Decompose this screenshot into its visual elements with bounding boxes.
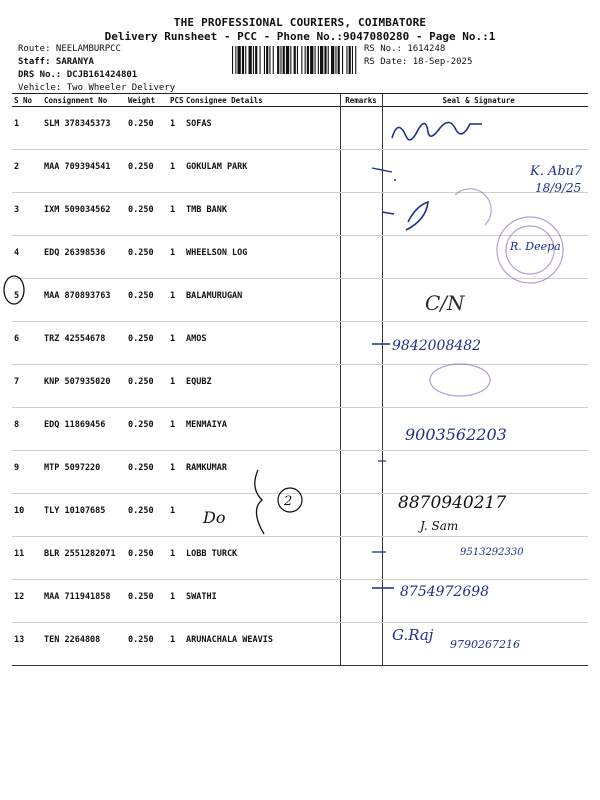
row-seal: [382, 107, 588, 150]
row-pcs: 1: [168, 150, 184, 193]
col-seal: Seal & Signature: [382, 94, 588, 107]
row-seal: [382, 537, 588, 580]
company-title: THE PROFESSIONAL COURIERS, COIMBATORE: [173, 16, 427, 29]
table-header-row: [12, 94, 588, 107]
row-consignee: LOBB TURCK: [184, 537, 340, 580]
row-consignee: RAMKUMAR: [184, 451, 340, 494]
col-remarks: Remarks: [340, 94, 382, 107]
row-weight: 0.250: [126, 193, 168, 236]
row-weight: 0.250: [126, 150, 168, 193]
runsheet-subtitle: Delivery Runsheet - PCC - Phone No.:9047080280 - Page No.:1: [104, 30, 496, 43]
handwritten-phone-row12: 8754972698: [400, 584, 490, 600]
row-pcs: 1: [168, 623, 184, 666]
handwritten-remark-row10: Do: [203, 508, 226, 527]
table-row: [12, 193, 588, 236]
row-pcs: 1: [168, 279, 184, 322]
row-remarks: [340, 150, 382, 193]
row-consignment: MAA 870893763: [42, 279, 126, 322]
row-remarks: [340, 193, 382, 236]
row-seal: [382, 193, 588, 236]
col-consignee: Consignee Details: [184, 94, 340, 107]
table-row: [12, 236, 588, 279]
row-remarks: [340, 279, 382, 322]
row-seal: [382, 279, 588, 322]
row-consignee: SOFAS: [184, 107, 340, 150]
row-sno: 13: [12, 623, 42, 666]
col-sno: S No: [12, 94, 42, 107]
row-consignee: MENMAIYA: [184, 408, 340, 451]
handwritten-sign-row2: K. Abu7: [530, 164, 583, 179]
handwritten-name-row10: J. Sam: [420, 519, 459, 533]
row-weight: 0.250: [126, 236, 168, 279]
row-consignee: EQUBZ: [184, 365, 340, 408]
row-seal: [382, 236, 588, 279]
row-pcs: 1: [168, 107, 184, 150]
handwritten-phone-row8: 9003562203: [405, 425, 507, 444]
row-remarks: [340, 322, 382, 365]
handwritten-phone-row6: 9842008482: [392, 338, 482, 354]
col-pcs: PCS: [170, 95, 184, 105]
row-consignment: TLY 10107685: [42, 494, 126, 537]
table-row: [12, 365, 588, 408]
row-weight: 0.250: [126, 408, 168, 451]
row-consignment: MTP 5097220: [42, 451, 126, 494]
table-row: [12, 623, 588, 666]
barcode-image: [232, 46, 358, 74]
table-row: [12, 150, 588, 193]
row-sno: 1: [12, 107, 42, 150]
handwritten-sign-row13: G.Raj: [392, 626, 434, 644]
vehicle-label: Vehicle: Two Wheeler Delivery: [18, 83, 176, 93]
rs-number: RS No.: 1614248: [364, 44, 446, 54]
row-remarks: [340, 494, 382, 537]
row-consignment: MAA 709394541: [42, 150, 126, 193]
row-consignment: BLR 2551282071: [42, 537, 126, 580]
row-seal: [382, 408, 588, 451]
row-weight: 0.250: [126, 494, 168, 537]
row-sno: 9: [12, 451, 42, 494]
row-remarks: [340, 236, 382, 279]
runsheet-table: [12, 93, 588, 666]
row-remarks: [340, 537, 382, 580]
handwritten-phone-row11: 9513292330: [460, 547, 524, 558]
row-consignee: [184, 494, 340, 537]
row-seal: [382, 451, 588, 494]
row-consignee: TMB BANK: [184, 193, 340, 236]
handwritten-phone-row13: 9790267216: [450, 638, 520, 651]
row-seal: [382, 623, 588, 666]
table-row: [12, 580, 588, 623]
row-sno: 7: [12, 365, 42, 408]
meta-right: [364, 43, 472, 69]
row-consignee: BALAMURUGAN: [184, 279, 340, 322]
row-pcs: 1: [168, 236, 184, 279]
row-seal: [382, 494, 588, 537]
row-weight: 0.250: [126, 107, 168, 150]
row-sno: 11: [12, 537, 42, 580]
table-row: [12, 537, 588, 580]
row-consignment: TEN 2264808: [42, 623, 126, 666]
table-row: [12, 279, 588, 322]
table-row: [12, 408, 588, 451]
staff-label: Staff: SARANYA: [18, 57, 94, 67]
row-consignee: ARUNACHALA WEAVIS: [184, 623, 340, 666]
row-pcs: 1: [168, 365, 184, 408]
row-consignee: AMOS: [184, 322, 340, 365]
table-row: [12, 451, 588, 494]
row-consignee: SWATHI: [184, 580, 340, 623]
row-weight: 0.250: [126, 580, 168, 623]
table-row: [12, 107, 588, 150]
drs-label: DRS No.: DCJB161424801: [18, 70, 138, 80]
row-remarks: [340, 365, 382, 408]
row-remarks: [340, 580, 382, 623]
row-remarks: [340, 623, 382, 666]
row-weight: 0.250: [126, 537, 168, 580]
row-pcs: 1: [168, 537, 184, 580]
row-weight: 0.250: [126, 451, 168, 494]
row-sno: 8: [12, 408, 42, 451]
row-weight: 0.250: [126, 365, 168, 408]
row-consignment: KNP 507935020: [42, 365, 126, 408]
row-consignment: TRZ 42554678: [42, 322, 126, 365]
row-consignee: WHEELSON LOG: [184, 236, 340, 279]
col-consignment: Consignment No: [42, 94, 126, 107]
row-seal: [382, 580, 588, 623]
row-remarks: [340, 451, 382, 494]
col-weight: Weight: [126, 94, 168, 107]
row-pcs: 1: [168, 451, 184, 494]
handwritten-date-row2: 18/9/25: [535, 181, 582, 195]
row-sno: 2: [12, 150, 42, 193]
row-remarks: [340, 408, 382, 451]
row-sno: 12: [12, 580, 42, 623]
rs-date: RS Date: 18-Sep-2025: [364, 57, 473, 67]
row-consignment: SLM 378345373: [42, 107, 126, 150]
row-remarks: [340, 107, 382, 150]
row-consignment: IXM 509034562: [42, 193, 126, 236]
handwritten-sign-row4: R. Deepa: [510, 240, 561, 253]
circled-number-text-row10: 2: [284, 494, 293, 509]
table-row: [12, 322, 588, 365]
row-consignee: GOKULAM PARK: [184, 150, 340, 193]
table-row: [12, 494, 588, 537]
row-sno: 6: [12, 322, 42, 365]
row-weight: 0.250: [126, 322, 168, 365]
row-pcs: 1: [168, 494, 184, 537]
row-consignment: MAA 711941858: [42, 580, 126, 623]
row-sno: 4: [12, 236, 42, 279]
row-consignment: EDQ 26398536: [42, 236, 126, 279]
handwritten-mark-row5: C/N: [425, 291, 465, 315]
handwritten-phone-row10: 8870940217: [398, 493, 507, 513]
row-sno: 3: [12, 193, 42, 236]
row-consignment: EDQ 11869456: [42, 408, 126, 451]
row-seal: [382, 365, 588, 408]
row-pcs: 1: [168, 408, 184, 451]
row-sno: 10: [12, 494, 42, 537]
row-weight: 0.250: [126, 279, 168, 322]
meta-left: [18, 43, 175, 95]
row-sno: 5: [12, 279, 42, 322]
row-seal: [382, 150, 588, 193]
row-pcs: 1: [168, 193, 184, 236]
row-seal: [382, 322, 588, 365]
row-pcs: 1: [168, 322, 184, 365]
row-weight: 0.250: [126, 623, 168, 666]
route-label: Route: NEELAMBURPCC: [18, 44, 121, 54]
row-pcs: 1: [168, 580, 184, 623]
